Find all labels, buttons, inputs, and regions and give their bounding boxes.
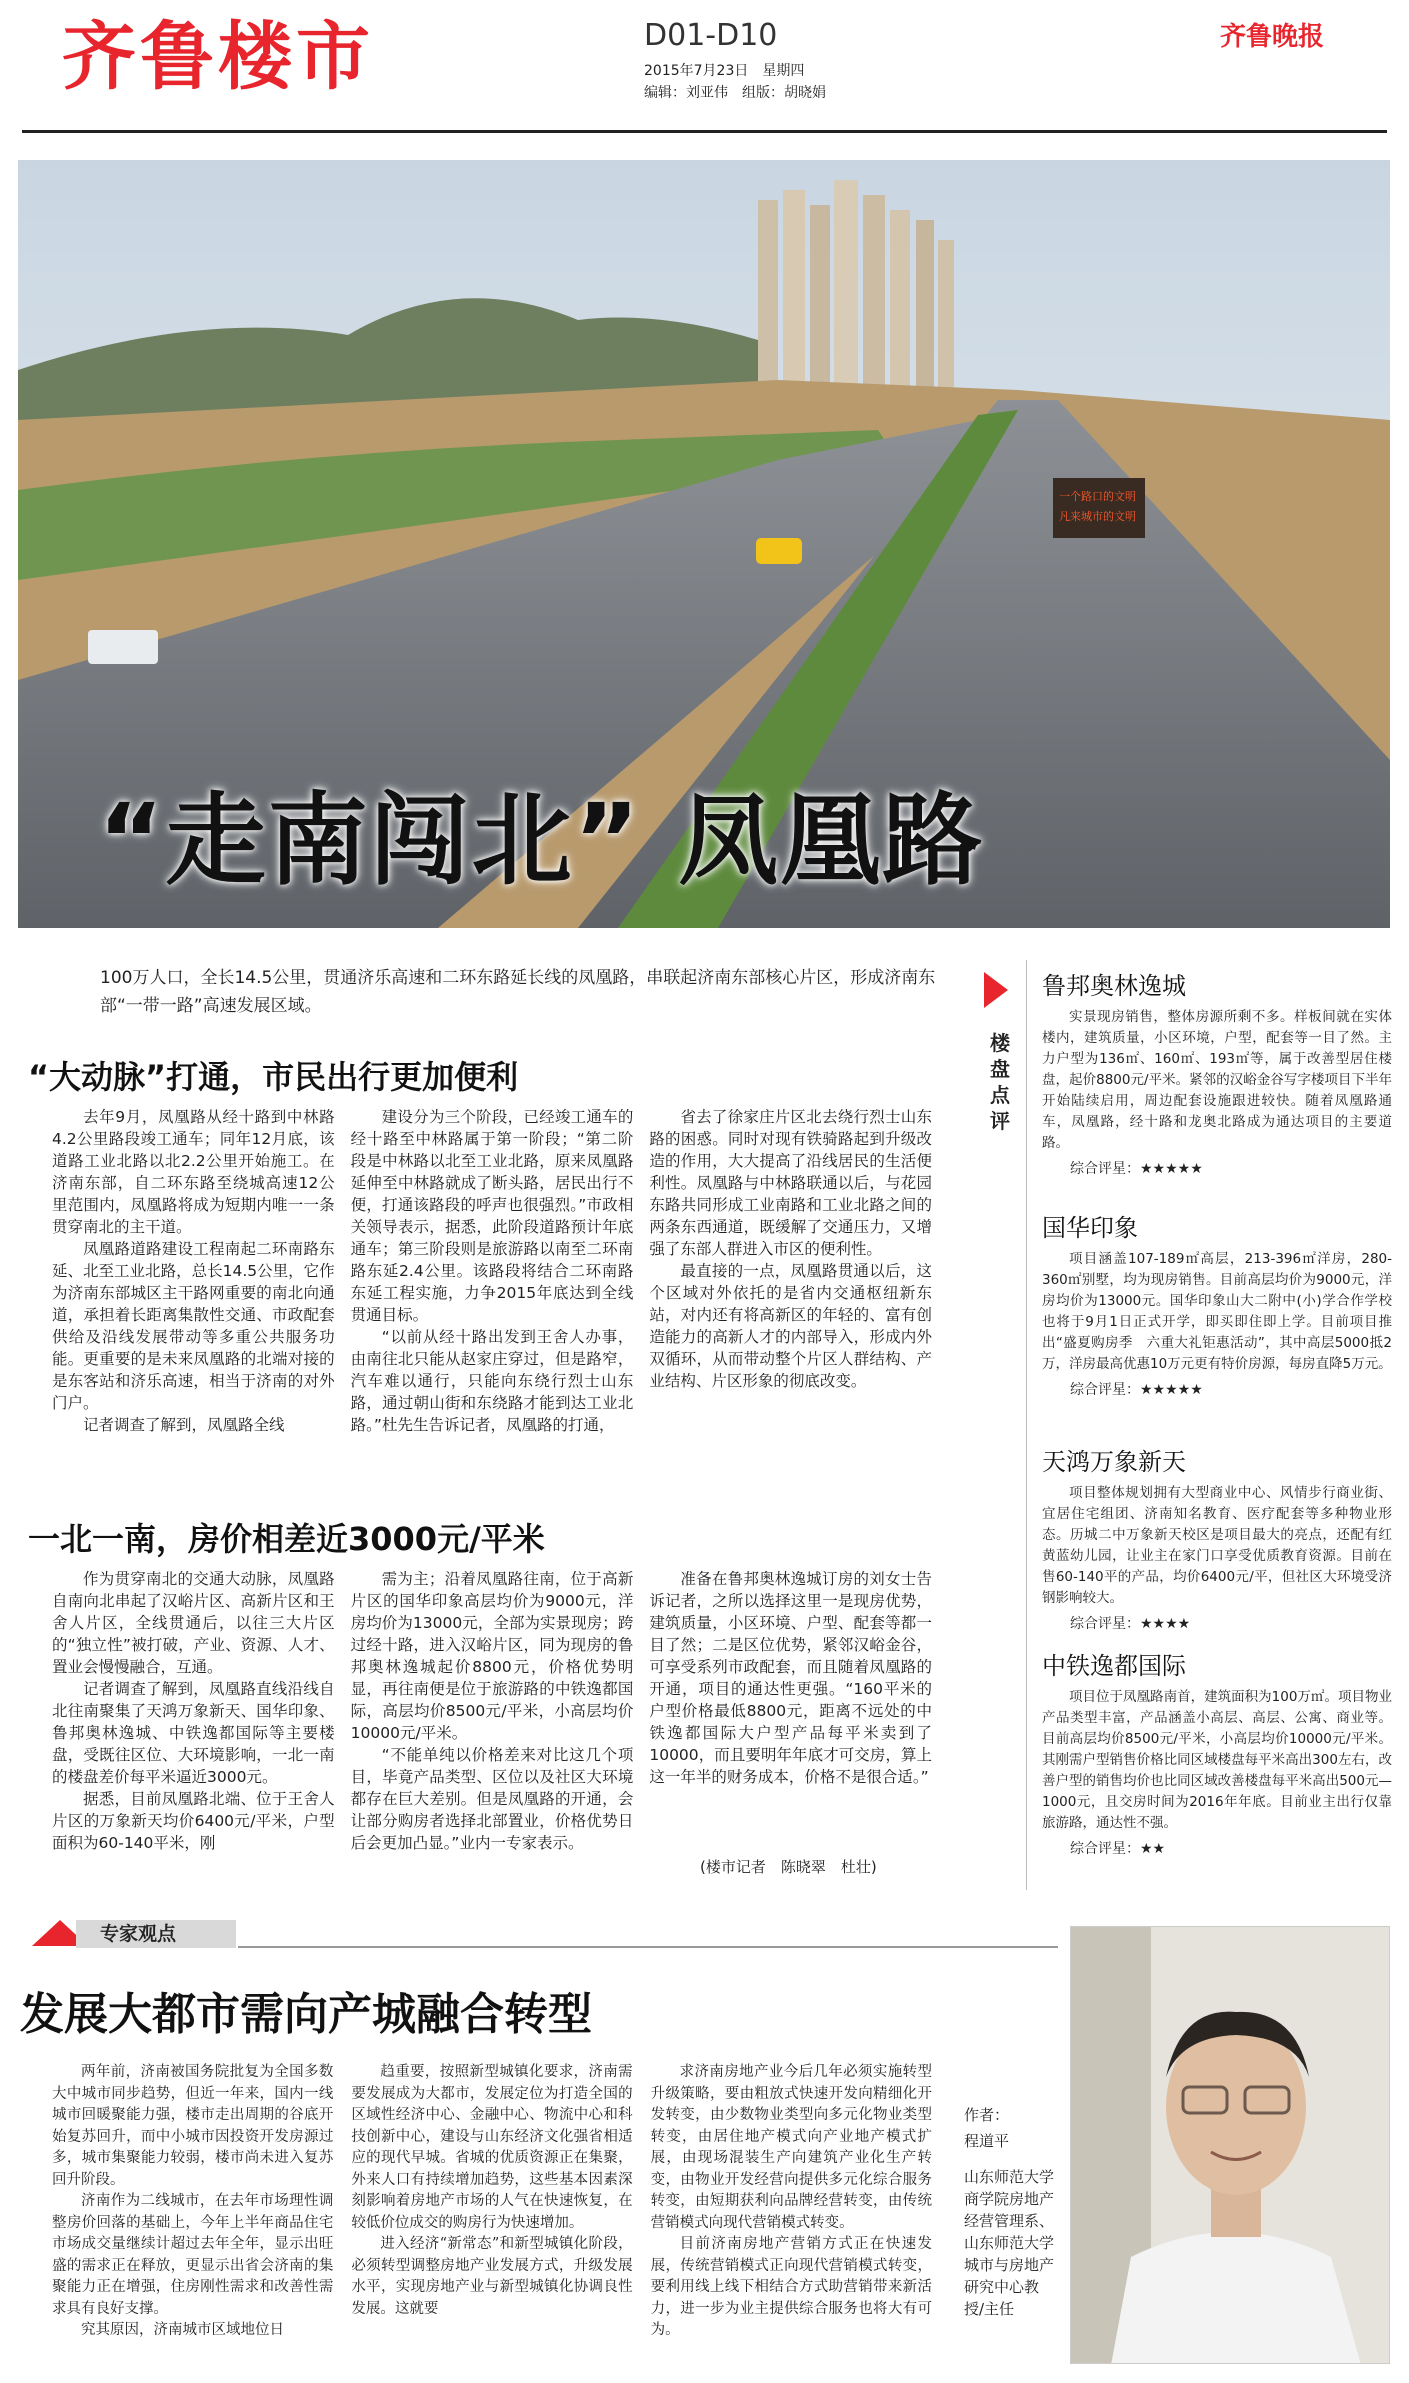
section1-col-2 — [351, 1106, 634, 1436]
section2-columns — [52, 1568, 932, 1854]
paragraph: 需为主；沿着凤凰路往南，位于高新片区的国华印象高层均价为9000元，洋房均价为13000元，全部为实景现房；跨过经十路，进入汉峪片区，同为现房的鲁邦奥林逸城起价8800元，价格优势明显，再往南便是位于旅游路的中铁逸都国际，高层均价8500元/平米，小高层均价10000元/平米。 — [350, 1570, 634, 1742]
project-description: 项目位于凤凰路南首，建筑面积为100万㎡。项目物业产品类型丰富，产品涵盖小高层、高层、公寓、商业等。目前高层均价8500元/平米，小高层均价10000元/平米。其刚需户型销售价格比同区域楼盘每平米高出300左右，改善户型的销售均价也比同区域改善楼盘每平米高出500元—1000元，且交房时间为2016年年底。目前业主出行仅靠旅游路，通达性不强。 — [1042, 1689, 1392, 1831]
paragraph: 济南作为二线城市，在去年市场理性调整房价回落的基础上，今年上半年商品住宅市场成交量继续计超过去年全年，显示出旺盛的需求正在释放，更显示出省会济南的集聚能力正在增强，住房刚性需求和改善性需求具有良好支撑。 — [52, 2193, 334, 2317]
paragraph: 进入经济“新常态”和新型城镇化阶段，必须转型调整房地产业发展方式，升级发展水平，实现房地产业与新型城镇化协调良性发展。这就要 — [351, 2236, 633, 2317]
paragraph: 省去了徐家庄片区北去绕行烈士山东路的困惑。同时对现有铁骑路起到升级改造的作用，大大提高了沿线居民的生活便利性。凤凰路与中林路联通以后，与花园东路共同形成工业南路和工业北路之间的两条东西通道，既缓解了交通压力，又增强了东部人群进入市区的便利性。 — [649, 1108, 933, 1258]
section1-columns — [52, 1106, 932, 1436]
project-name: 中铁逸都国际 — [1042, 1652, 1186, 1680]
project-name: 国华印象 — [1042, 1214, 1138, 1242]
sidebar-divider — [1026, 960, 1027, 1890]
reporter-byline: (楼市记者 陈晓翠 杜壮) — [700, 1858, 877, 1876]
hero-headline: “走南闯北” 凤凰路 — [98, 782, 985, 899]
paragraph: 求济南房地产业今后几年必须实施转型升级策略，要由粗放式快速开发向精细化开发转变，由少数物业类型向多元化物业类型转变，由居住地产模式向产业地产模式扩展，由现场混装生产向建筑产业化生产转变，由物业开发经营向提供多元化综合服务转变，由短期获利向品牌经营转变，由传统营销模式向现代营销模式转变。 — [650, 2064, 932, 2231]
author-title: 山东师范大学商学院房地产经营管理系、山东师范大学城市与房地产研究中心教授/主任 — [964, 2168, 1055, 2318]
masthead — [0, 0, 1409, 140]
project-rating: 综合评星：★★★★★ — [1070, 1382, 1203, 1398]
expert-heading: 发展大都市需向产城融合转型 — [20, 1989, 592, 2040]
project-rating: 综合评星：★★★★★ — [1070, 1161, 1203, 1177]
sidebar-label: 楼盘点评 — [990, 1031, 1010, 1133]
issue-date: 2015年7月23日 星期四 — [644, 63, 805, 79]
tower-5 — [863, 195, 885, 400]
lead-paragraph: 100万人口，全长14.5公里，贯通济乐高速和二环东路延长线的凤凰路，串联起济南东部核心片区，形成济南东部“一带一路”高速发展区域。 — [100, 968, 936, 1016]
paragraph: “以前从经十路出发到王舍人办事，由南往北只能从赵家庄穿过，但是路窄，汽车难以通行，只能向东绕行烈士山东路，通过朝山街和东绕路才能到达工业北路。”杜先生告诉记者，凤凰路的打通， — [350, 1328, 634, 1434]
project-rating: 综合评星：★★ — [1070, 1841, 1166, 1857]
expert-band — [18, 1920, 1058, 1948]
page-range: D01-D10 — [644, 18, 778, 53]
section1-heading: “大动脉”打通，市民出行更加便利 — [28, 1058, 519, 1096]
author-info — [964, 2104, 1054, 2320]
masthead-divider — [22, 130, 1387, 133]
section2-heading: 一北一南，房价相差近3000元/平米 — [28, 1520, 545, 1558]
section-title: 齐鲁楼市 — [62, 14, 374, 100]
expert-columns — [52, 2062, 932, 2342]
expert-divider — [238, 1946, 1058, 1948]
section1-col-3 — [649, 1106, 932, 1436]
road-sign-text-2: 凡来城市的文明 — [1059, 510, 1136, 523]
paragraph: 记者调查了解到，凤凰路直线沿线自北往南聚集了天鸿万象新天、国华印象、鲁邦奥林逸城、中铁逸都国际等主要楼盘，受既往区位、大环境影响，一北一南的楼盘差价每平米逼近3000元。 — [52, 1680, 335, 1786]
paragraph: 究其原因，济南城市区域地位日 — [81, 2322, 284, 2338]
project-description: 项目整体规划拥有大型商业中心、风情步行商业街、宜居住宅组团、济南知名教育、医疗配套等多种物业形态。历城二中万象新天校区是项目最大的亮点，还配有红黄蓝幼儿园，让业主在家门口享受优质教育资源。目前在售60-140平的产品，均价6400元/平，但社区大环境受济钢影响较大。 — [1042, 1485, 1392, 1606]
paragraph: 作为贯穿南北的交通大动脉，凤凰路自南向北串起了汉峪片区、高新片区和王舍人片区，全线贯通后，以往三大片区的“独立性”被打破，产业、资源、人才、置业会慢慢融合，互通。 — [52, 1570, 335, 1676]
tower-4 — [834, 180, 858, 400]
author-label: 作者： — [964, 2106, 1010, 2124]
road-sign-text: 一个路口的文明 — [1059, 490, 1136, 503]
project-name: 天鸿万象新天 — [1042, 1448, 1186, 1476]
project-review-sidebar — [984, 960, 1394, 1890]
section2-col-3 — [649, 1568, 932, 1854]
section2-col-1 — [52, 1568, 335, 1854]
paragraph: 凤凰路道路建设工程南起二环南路东延、北至工业北路，总长14.5公里，它作为济南东部城区主干路网重要的南北向通道，承担着长距离集散性交通、市政配套供给及沿线发展带动等多重公共服务功能。更重要的是未来凤凰路的北端对接的是东客站和济乐高速，相当于济南的对外门户。 — [52, 1240, 335, 1412]
project-description: 实景现房销售，整体房源所剩不多。样板间就在实体楼内，建筑质量，小区环境，户型，配套等一目了然。主力户型为136㎡、160㎡、193㎡等，属于改善型居住楼盘，起价8800元/平米。紧邻的汉峪金谷写字楼项目下半年开始陆续启用，周边配套设施跟进较快。随着凤凰路通车，凤凰路，经十路和龙奥北路成为通达项目的主要道路。 — [1042, 1009, 1392, 1151]
paragraph: “不能单纯以价格差来对比这几个项目，毕竟产品类型、区位以及社区大环境都存在巨大差别。但是凤凰路的开通，会让部分购房者选择北部置业，价格优势日后会更加凸显。”业内一专家表示。 — [350, 1746, 634, 1852]
expert-col-1 — [52, 2062, 333, 2342]
red-arrow-icon — [984, 972, 1008, 1008]
expert-col-2 — [351, 2062, 632, 2342]
author-name: 程道平 — [964, 2132, 1010, 2150]
section2-col-2 — [351, 1568, 634, 1854]
project-card — [1042, 1208, 1392, 1399]
paragraph: 两年前，济南被国务院批复为全国多数大中城市同步趋势，但近一年来，国内一线城市回暖聚能力强，楼市走出周期的谷底开始复苏回升，而中小城市因投资开发房源过多，城市集聚能力较弱，楼市尚未进入复苏回升阶段。 — [52, 2064, 334, 2188]
yellow-car — [756, 538, 802, 564]
project-card — [1042, 966, 1392, 1178]
paragraph: 据悉，目前凤凰路北端、位于王舍人片区的万象新天均价6400元/平米，户型面积为60-140平米，刚 — [52, 1790, 335, 1852]
tower-8 — [938, 240, 954, 400]
portrait-illustration — [1071, 1927, 1390, 2364]
paragraph: 最直接的一点，凤凰路贯通以后，这个区域对外依托的是省内交通枢纽新东站，对内还有将高新区的年轻的、富有创造能力的高新人才的内部导入，形成内外双循环，从而带动整个片区人群结构、产业结构、片区形象的彻底改变。 — [649, 1262, 933, 1390]
expert-col-3 — [651, 2062, 932, 2342]
project-description: 项目涵盖107-189㎡高层，213-396㎡洋房，280-360㎡别墅，均为现房销售。目前高层均价为9000元，洋房均价为13000元。国华印象山大二附中(小)学合作学校也将于9月1日正式开学，即买即住即上学。目前项目推出“盛夏购房季 六重大礼钜惠活动”，其中高层5000抵2万，洋房最高优惠10万元更有特价房源，每房直降5万元。 — [1042, 1251, 1392, 1372]
paragraph: 记者调查了解到，凤凰路全线 — [83, 1416, 285, 1434]
project-name: 鲁邦奥林逸城 — [1042, 972, 1186, 1000]
tower-3 — [810, 205, 830, 400]
author-portrait — [1070, 1926, 1390, 2364]
paragraph: 目前济南房地产营销方式正在快速发展，传统营销模式正向现代营销模式转变，要利用线上线下相结合方式助营销带来新活力，进一步为业主提供综合服务也将大有可为。 — [650, 2236, 932, 2338]
newspaper-name: 齐鲁晚报 — [1220, 22, 1325, 52]
project-card — [1042, 1442, 1392, 1633]
section1-col-1 — [52, 1106, 335, 1436]
paragraph: 建设分为三个阶段，已经竣工通车的经十路至中林路属于第一阶段；“第二阶段是中林路以北至工业北路，原来凤凰路延伸至中林路就成了断头路，居民出行不便，打通该路段的呼声也很强烈。”市政相关领导表示，据悉，此阶段道路预计年底通车；第三阶段则是旅游路以南至二环南路东延2.4公里。该路段将结合二环南路东延工程实施，力争2015年底达到全线贯通目标。 — [350, 1108, 634, 1324]
paragraph: 去年9月，凤凰路从经十路到中林路4.2公里路段竣工通车；同年12月底，该道路工业北路以北2.2公里开始施工。在济南东部，自二环东路至绕城高速12公里范围内，凤凰路将成为短期内唯一一条贯穿南北的主干道。 — [52, 1108, 335, 1236]
expert-tag: 专家观点 — [76, 1920, 236, 1948]
tower-2 — [783, 190, 805, 400]
issue-meta — [644, 60, 826, 104]
paragraph: 趋重要，按照新型城镇化要求，济南需要发展成为大都市，发展定位为打造全国的区域性经济中心、金融中心、物流中心和科技创新中心，建设与山东经济文化强省相适应的现代早城。省城的优质资源正在集聚，外来人口有持续增加趋势，这些基本因素深刻影响着房地产市场的人气在快速恢复，在较低价位成交的购房行为快速增加。 — [351, 2064, 633, 2231]
tower-7 — [916, 220, 934, 400]
road-sign — [1053, 478, 1145, 538]
project-rating: 综合评星：★★★★ — [1070, 1616, 1191, 1632]
paragraph: 准备在鲁邦奥林逸城订房的刘女士告诉记者，之所以选择这里一是现房优势，建筑质量，小区环境、户型、配套等都一目了然；二是区位优势，紧邻汉峪金谷，可享受系列市政配套，而且随着凤凰路的开通，项目的通达性更强。“160平米的户型价格最低8800元，距离不远处的中铁逸都国际大户型产品每平米卖到了10000，而且要明年年底才可交房，算上这一年半的财务成本，价格不是很合适。” — [649, 1570, 933, 1786]
project-card — [1042, 1646, 1392, 1858]
editors-credit: 编辑：刘亚伟 组版：胡晓娟 — [644, 85, 826, 101]
parked-van — [88, 630, 158, 664]
tower-1 — [758, 200, 778, 400]
hero-photo — [18, 160, 1390, 928]
tower-6 — [890, 210, 910, 400]
